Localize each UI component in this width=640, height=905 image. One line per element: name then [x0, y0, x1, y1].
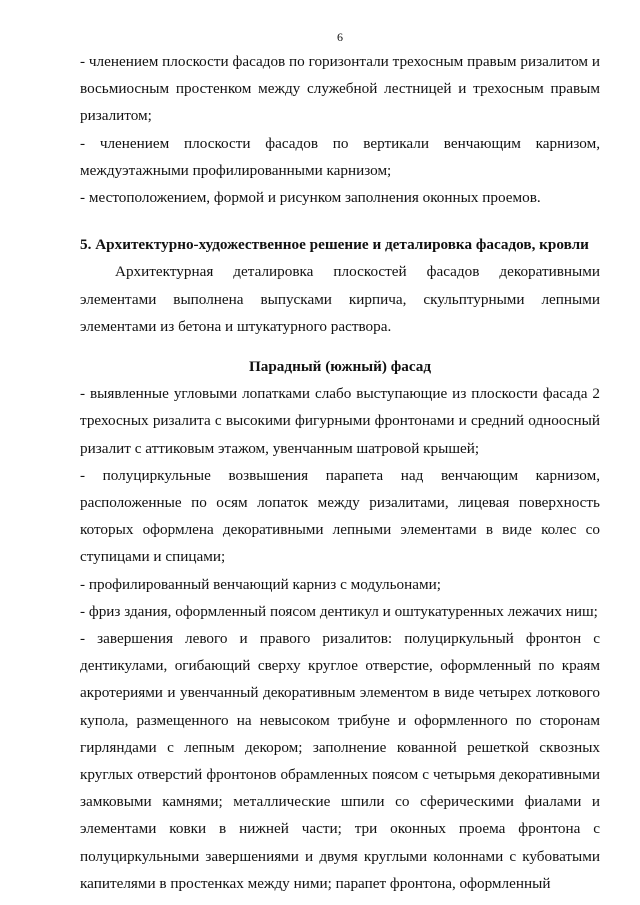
paragraph-horizontal-division: - членением плоскости фасадов по горизонтали трехосным правым ризалитом и восьмиосным простенком между служебной лестницей и трехосным правым ризалитом;: [80, 53, 600, 125]
section-intro: Архитектурная деталировка плоскостей фасадов декоративными элементами выполнена выпусками кирпича, скульптурными лепными элементами из бетона и штукатурного раствора.: [80, 263, 600, 335]
document-body: [80, 48, 600, 897]
paragraph-risalit-completion: - завершения левого и правого ризалитов: полуциркульный фронтон с дентикулами, огибающий сверху круглое отверстие, оформленный по краям акротериями и увенчанный декоративным элементом в виде четырех лоткового купола, размещенного на невысоком трибуне и оформленного по сторонам гирляндами с лепным декором; заполнение кованной решеткой сквозных круглых отверстий фронтонов обрамленных поясом с четырьмя декоративными замковыми камнями; металлические шпили со сферическими фиалами и элементами ковки в нижней части; три оконных проема фронтона с полуциркульными завершениями и двумя круглыми колоннами с кубоватыми капителями в простенках между ними; парапет фронтона, оформленный: [80, 630, 600, 892]
paragraph-frieze: - фриз здания, оформленный поясом дентикул и оштукатуренных лежачих ниш;: [80, 602, 598, 620]
section-heading: 5. Архитектурно-художественное решение и деталировка фасадов, кровли: [80, 236, 589, 254]
paragraph-parapet: - полуциркульные возвышения парапета над венчающим карнизом, расположенные по осям лопаток между ризалитами, лицевая поверхность которых оформлена декоративными лепными элементами в виде колес со ступицами и спицами;: [80, 466, 600, 566]
paragraph-risalits: - выявленные угловыми лопатками слабо выступающие из плоскости фасада 2 трехосных ризалита с высокими фигурными фронтонами и средний одноосный ризалит с аттиковым этажом, увенчанным шатровой крышей;: [80, 385, 600, 457]
paragraph-cornice: - профилированный венчающий карниз с модульонами;: [80, 575, 441, 593]
page-number: 6: [337, 30, 343, 44]
paragraph-vertical-division: - членением плоскости фасадов по вертикали венчающим карнизом, междуэтажными профилированными карнизом;: [80, 134, 600, 179]
subheading-main-facade: Парадный (южный) фасад: [248, 358, 432, 376]
paragraph-window-openings: - местоположением, формой и рисунком заполнения оконных проемов.: [80, 189, 541, 207]
